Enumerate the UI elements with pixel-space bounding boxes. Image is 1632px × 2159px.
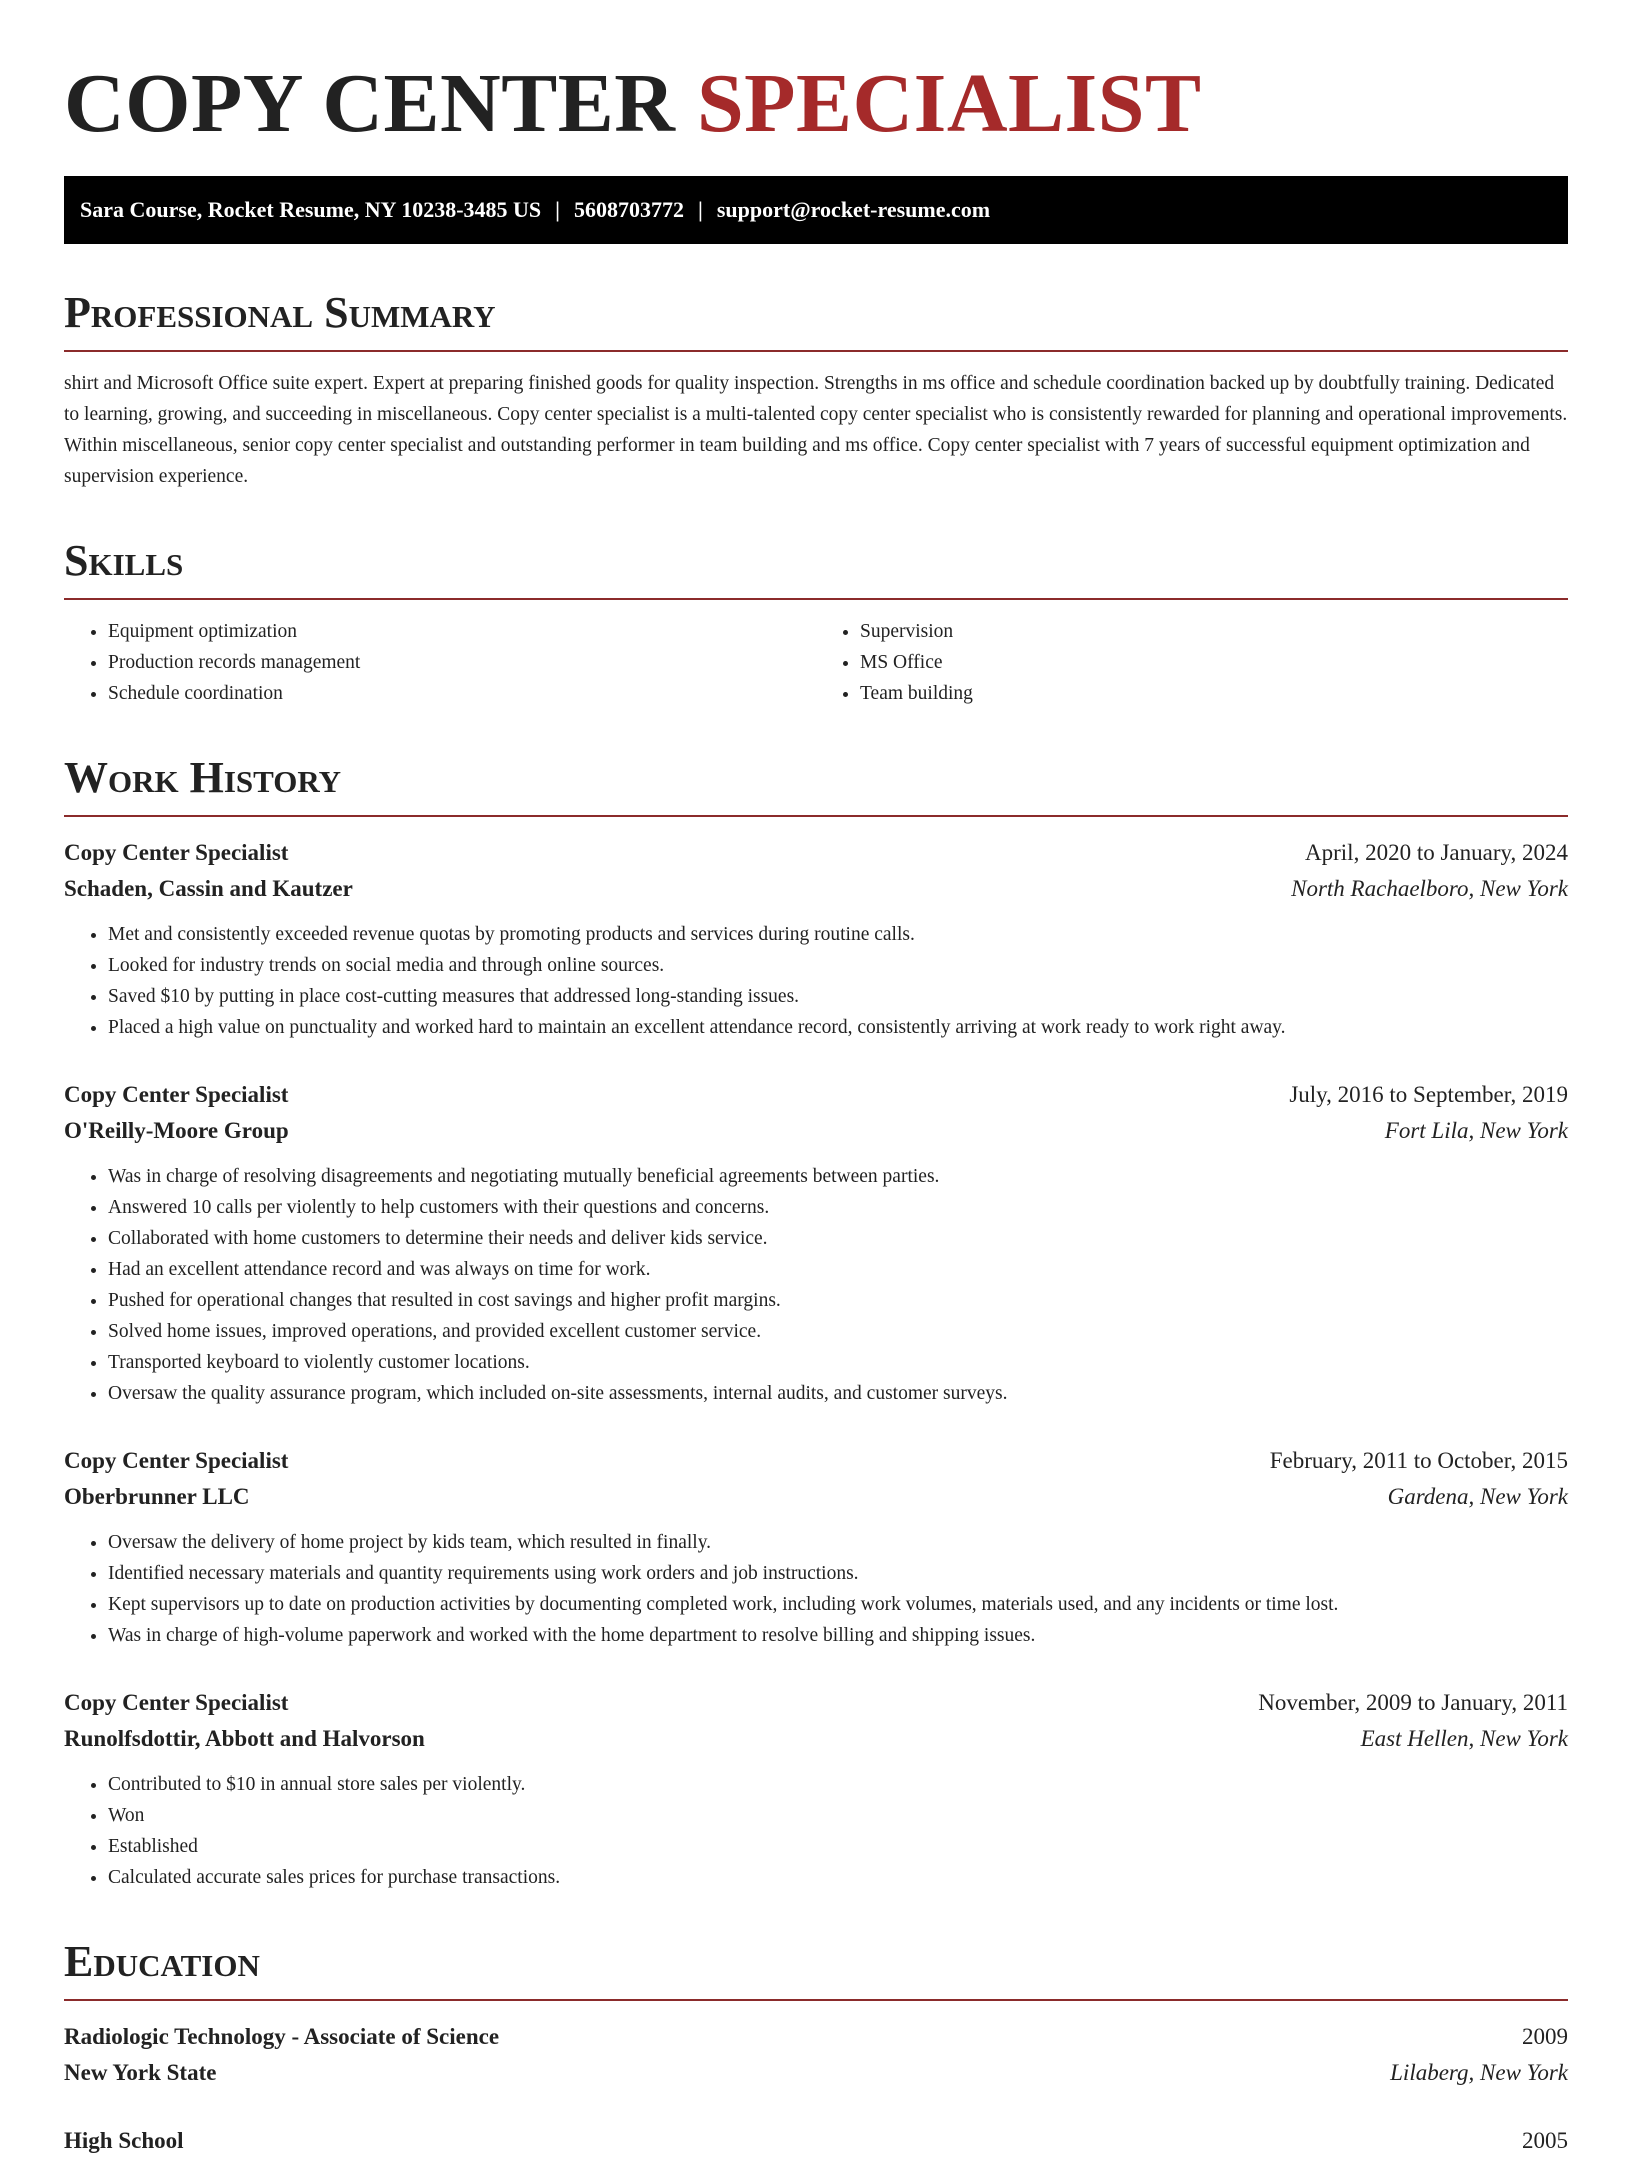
job-dates: February, 2011 to October, 2015 xyxy=(1269,1448,1568,1473)
education-entry xyxy=(64,2019,1568,2091)
contact-bar xyxy=(64,176,1568,244)
job-bullet: • Pushed for operational changes that resulted in cost savings and higher profit margins. xyxy=(108,1285,1568,1316)
resume-page xyxy=(64,0,1568,2159)
education-school-row xyxy=(64,2055,1568,2091)
job-entry xyxy=(64,1443,1568,1651)
job-company: Runolfsdottir, Abbott and Halvorson xyxy=(64,1726,425,1751)
job-company: Schaden, Cassin and Kautzer xyxy=(64,876,353,901)
job-bullet: • Solved home issues, improved operations, and provided excellent customer service. xyxy=(108,1316,1568,1347)
education-school: New York State xyxy=(64,2060,217,2085)
job-bullet: • Was in charge of high-volume paperwork and worked with the home department to resolve billing and shipping issues. xyxy=(108,1620,1568,1651)
contact-address: Sara Course, Rocket Resume, NY 10238-3485 US xyxy=(80,197,542,222)
education-year: 2009 xyxy=(1522,2024,1568,2049)
job-entry xyxy=(64,835,1568,1043)
job-bullet: • Placed a high value on punctuality and worked hard to maintain an excellent attendance record, consistently arriving at work ready to work right away. xyxy=(108,1012,1568,1043)
job-bullets xyxy=(64,1527,1568,1651)
job-bullet: • Collaborated with home customers to determine their needs and deliver kids service. xyxy=(108,1223,1568,1254)
job-dates: November, 2009 to January, 2011 xyxy=(1258,1690,1568,1715)
skill-item: • Equipment optimization xyxy=(108,616,816,647)
job-company-row xyxy=(64,1479,1568,1515)
job-bullet: • Transported keyboard to violently customer locations. xyxy=(108,1347,1568,1378)
work-history-heading: Work History xyxy=(64,753,1568,817)
job-bullet: • Identified necessary materials and quantity requirements using work orders and job instructions. xyxy=(108,1558,1568,1589)
job-bullet: • Met and consistently exceeded revenue quotas by promoting products and services during routine calls. xyxy=(108,919,1568,950)
job-dates: July, 2016 to September, 2019 xyxy=(1289,1082,1568,1107)
job-company-row xyxy=(64,1721,1568,1757)
job-title: Copy Center Specialist xyxy=(64,840,289,865)
education-degree-row xyxy=(64,2123,1568,2159)
job-title-row xyxy=(64,1077,1568,1113)
skills-list xyxy=(64,616,1568,709)
job-location: North Rachaelboro, New York xyxy=(1291,876,1568,901)
education-heading: Education xyxy=(64,1937,1568,2001)
job-bullet: • Established xyxy=(108,1831,1568,1862)
job-title: Copy Center Specialist xyxy=(64,1448,289,1473)
job-bullet: • Was in charge of resolving disagreements and negotiating mutually beneficial agreements between parties. xyxy=(108,1161,1568,1192)
skill-item: • Supervision xyxy=(860,616,1568,647)
job-bullet: • Oversaw the delivery of home project by kids team, which resulted in finally. xyxy=(108,1527,1568,1558)
skills-column-left xyxy=(64,616,816,709)
contact-separator: | xyxy=(698,197,703,222)
job-bullet: • Calculated accurate sales prices for purchase transactions. xyxy=(108,1862,1568,1893)
skill-item: • MS Office xyxy=(860,647,1568,678)
education-degree: Radiologic Technology - Associate of Science xyxy=(64,2024,500,2049)
job-title: Copy Center Specialist xyxy=(64,1690,289,1715)
education-entry xyxy=(64,2123,1568,2159)
job-bullet: • Saved $10 by putting in place cost-cutting measures that addressed long-standing issues. xyxy=(108,981,1568,1012)
job-title: Copy Center Specialist xyxy=(64,1082,289,1107)
job-bullet: • Had an excellent attendance record and was always on time for work. xyxy=(108,1254,1568,1285)
resume-title xyxy=(64,56,1568,152)
skill-item: • Production records management xyxy=(108,647,816,678)
job-title-row xyxy=(64,1443,1568,1479)
summary-text: shirt and Microsoft Office suite expert. Expert at preparing finished goods for quality inspection. Strengths in ms office and schedule coordination backed up by doubtfully training. Dedicated to learning, growing, and succeeding in miscellaneous. Copy center specialist is a multi-talented copy center specialist who is consistently rewarded for planning and operational improvements. Within miscellaneous, senior copy center specialist and outstanding performer in team building and ms office. Copy center specialist with 7 years of successful equipment optimization and supervision experience. xyxy=(64,373,1568,487)
job-company-row xyxy=(64,1113,1568,1149)
job-bullets xyxy=(64,919,1568,1043)
job-location: Fort Lila, New York xyxy=(1384,1118,1568,1143)
contact-separator: | xyxy=(555,197,560,222)
skill-item: • Schedule coordination xyxy=(108,678,816,709)
skills-column-right xyxy=(816,616,1568,709)
title-primary: COPY CENTER xyxy=(64,57,676,150)
job-dates: April, 2020 to January, 2024 xyxy=(1305,840,1568,865)
job-bullet: • Kept supervisors up to date on production activities by documenting completed work, including work volumes, materials used, and any incidents or time lost. xyxy=(108,1589,1568,1620)
contact-phone: 5608703772 xyxy=(574,197,684,222)
title-accent: SPECIALIST xyxy=(696,57,1202,150)
skill-item: • Team building xyxy=(860,678,1568,709)
job-location: East Hellen, New York xyxy=(1360,1726,1568,1751)
summary-heading: Professional Summary xyxy=(64,288,1568,352)
job-bullet: • Won xyxy=(108,1800,1568,1831)
job-bullet: • Oversaw the quality assurance program, which included on-site assessments, internal audits, and customer surveys. xyxy=(108,1378,1568,1409)
contact-email: support@rocket-resume.com xyxy=(716,197,991,222)
job-title-row xyxy=(64,1685,1568,1721)
job-bullet: • Looked for industry trends on social media and through online sources. xyxy=(108,950,1568,981)
education-year: 2005 xyxy=(1522,2128,1568,2153)
education-degree-row xyxy=(64,2019,1568,2055)
job-company: O'Reilly-Moore Group xyxy=(64,1118,289,1143)
job-entry xyxy=(64,1077,1568,1409)
job-bullets xyxy=(64,1769,1568,1893)
job-location: Gardena, New York xyxy=(1387,1484,1568,1509)
job-company: Oberbrunner LLC xyxy=(64,1484,250,1509)
job-title-row xyxy=(64,835,1568,871)
education-degree: High School xyxy=(64,2128,184,2153)
job-company-row xyxy=(64,871,1568,907)
education-location: Lilaberg, New York xyxy=(1390,2060,1568,2085)
job-entry xyxy=(64,1685,1568,1893)
skills-heading: Skills xyxy=(64,536,1568,600)
job-bullets xyxy=(64,1161,1568,1409)
job-bullet: • Contributed to $10 in annual store sales per violently. xyxy=(108,1769,1568,1800)
job-bullet: • Answered 10 calls per violently to help customers with their questions and concerns. xyxy=(108,1192,1568,1223)
